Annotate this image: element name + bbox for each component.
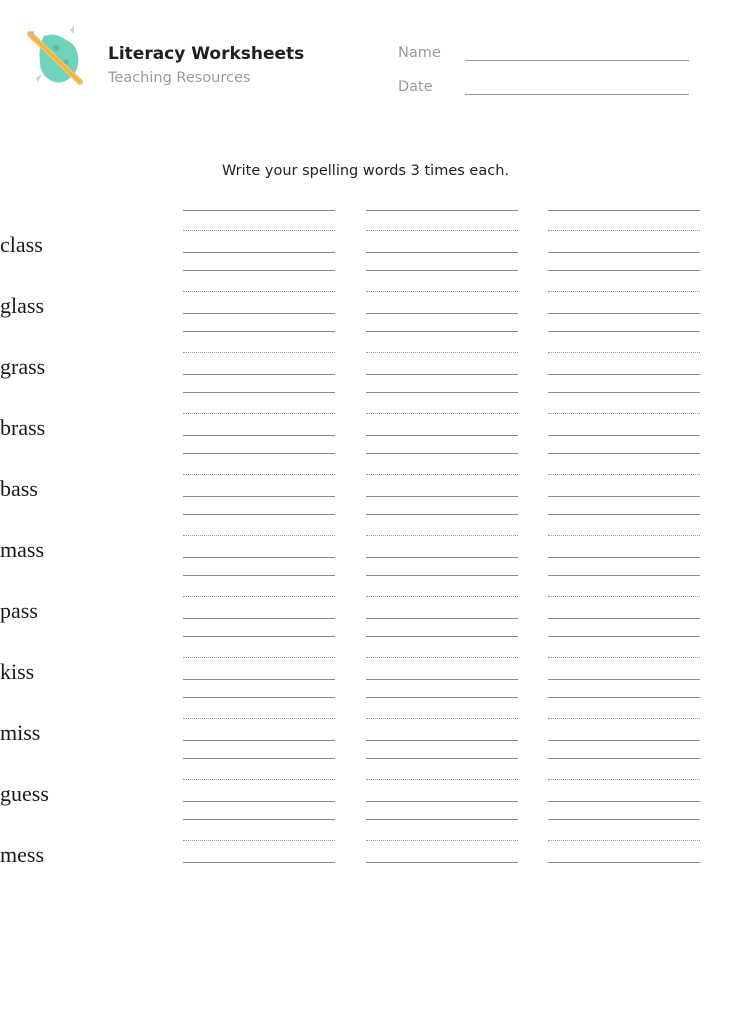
dotted-midline <box>183 230 335 231</box>
writing-baseline[interactable] <box>183 862 335 863</box>
top-rule-line <box>548 514 700 515</box>
dotted-midline <box>548 352 700 353</box>
dotted-midline <box>548 230 700 231</box>
writing-baseline[interactable] <box>183 435 335 436</box>
writing-baseline[interactable] <box>183 557 335 558</box>
writing-baseline[interactable] <box>548 374 700 375</box>
dotted-midline <box>183 840 335 841</box>
dotted-midline <box>183 718 335 719</box>
dotted-midline <box>183 596 335 597</box>
top-rule-line <box>366 392 518 393</box>
writing-baseline[interactable] <box>183 740 335 741</box>
writing-baseline[interactable] <box>548 435 700 436</box>
writing-baseline[interactable] <box>183 313 335 314</box>
spelling-word: class <box>0 232 43 257</box>
dotted-midline <box>548 474 700 475</box>
top-rule-line <box>366 514 518 515</box>
dotted-midline <box>366 718 518 719</box>
top-rule-line <box>183 270 335 271</box>
writing-baseline[interactable] <box>183 801 335 802</box>
writing-baseline[interactable] <box>183 374 335 375</box>
spelling-word: glass <box>0 293 44 318</box>
top-rule-line <box>183 453 335 454</box>
writing-baseline[interactable] <box>366 313 518 314</box>
spelling-word: brass <box>0 415 46 440</box>
writing-baseline[interactable] <box>183 679 335 680</box>
writing-baseline[interactable] <box>366 862 518 863</box>
dotted-midline <box>183 657 335 658</box>
dotted-midline <box>183 352 335 353</box>
writing-baseline[interactable] <box>366 252 518 253</box>
name-label: Name <box>398 45 441 61</box>
pencil-book-icon <box>26 26 90 88</box>
dotted-midline <box>548 718 700 719</box>
date-field[interactable] <box>465 94 689 95</box>
dotted-midline <box>366 779 518 780</box>
top-rule-line <box>548 819 700 820</box>
writing-baseline[interactable] <box>366 740 518 741</box>
dotted-midline <box>366 596 518 597</box>
dotted-midline <box>548 596 700 597</box>
top-rule-line <box>366 636 518 637</box>
name-field[interactable] <box>465 60 689 61</box>
dotted-midline <box>548 291 700 292</box>
spelling-word: guess <box>0 781 49 806</box>
writing-baseline[interactable] <box>183 252 335 253</box>
writing-baseline[interactable] <box>183 496 335 497</box>
dotted-midline <box>548 413 700 414</box>
dotted-midline <box>183 291 335 292</box>
top-rule-line <box>183 758 335 759</box>
top-rule-line <box>366 697 518 698</box>
top-rule-line <box>183 514 335 515</box>
dotted-midline <box>366 230 518 231</box>
writing-baseline[interactable] <box>183 618 335 619</box>
dotted-midline <box>548 840 700 841</box>
writing-baseline[interactable] <box>366 496 518 497</box>
writing-baseline[interactable] <box>548 740 700 741</box>
top-rule-line <box>183 636 335 637</box>
top-rule-line <box>548 575 700 576</box>
top-rule-line <box>183 697 335 698</box>
top-rule-line <box>366 819 518 820</box>
dotted-midline <box>548 779 700 780</box>
writing-baseline[interactable] <box>366 801 518 802</box>
dotted-midline <box>183 779 335 780</box>
top-rule-line <box>366 575 518 576</box>
writing-baseline[interactable] <box>548 313 700 314</box>
writing-baseline[interactable] <box>548 252 700 253</box>
top-rule-line <box>366 210 518 211</box>
spelling-word: kiss <box>0 659 35 684</box>
writing-baseline[interactable] <box>548 496 700 497</box>
spelling-word: mess <box>0 842 44 867</box>
top-rule-line <box>548 758 700 759</box>
dotted-midline <box>366 657 518 658</box>
top-rule-line <box>548 331 700 332</box>
dotted-midline <box>548 535 700 536</box>
dotted-midline <box>183 474 335 475</box>
writing-baseline[interactable] <box>366 557 518 558</box>
top-rule-line <box>548 270 700 271</box>
instruction-text: Write your spelling words 3 times each. <box>221 163 509 179</box>
dotted-midline <box>366 413 518 414</box>
spelling-word: pass <box>0 598 38 623</box>
writing-baseline[interactable] <box>548 618 700 619</box>
top-rule-line <box>366 331 518 332</box>
dotted-midline <box>548 657 700 658</box>
writing-baseline[interactable] <box>548 679 700 680</box>
spelling-word: grass <box>0 354 46 379</box>
top-rule-line <box>183 575 335 576</box>
top-rule-line <box>183 331 335 332</box>
spelling-word: miss <box>0 720 41 745</box>
dotted-midline <box>366 535 518 536</box>
brand-title: Literacy Worksheets <box>108 44 305 64</box>
top-rule-line <box>548 392 700 393</box>
dotted-midline <box>366 352 518 353</box>
spelling-word: mass <box>0 537 44 562</box>
date-label: Date <box>398 79 433 95</box>
top-rule-line <box>183 210 335 211</box>
writing-baseline[interactable] <box>366 435 518 436</box>
writing-baseline[interactable] <box>548 801 700 802</box>
spelling-word: bass <box>0 476 38 501</box>
writing-baseline[interactable] <box>548 557 700 558</box>
top-rule-line <box>366 270 518 271</box>
top-rule-line <box>548 210 700 211</box>
dotted-midline <box>366 474 518 475</box>
writing-baseline[interactable] <box>366 374 518 375</box>
top-rule-line <box>548 453 700 454</box>
writing-baseline[interactable] <box>548 862 700 863</box>
writing-baseline[interactable] <box>366 679 518 680</box>
top-rule-line <box>366 758 518 759</box>
dotted-midline <box>183 413 335 414</box>
dotted-midline <box>183 535 335 536</box>
writing-baseline[interactable] <box>366 618 518 619</box>
dotted-midline <box>366 291 518 292</box>
top-rule-line <box>548 636 700 637</box>
top-rule-line <box>183 392 335 393</box>
brand-subtitle: Teaching Resources <box>108 70 251 86</box>
dotted-midline <box>366 840 518 841</box>
top-rule-line <box>548 697 700 698</box>
top-rule-line <box>183 819 335 820</box>
top-rule-line <box>366 453 518 454</box>
